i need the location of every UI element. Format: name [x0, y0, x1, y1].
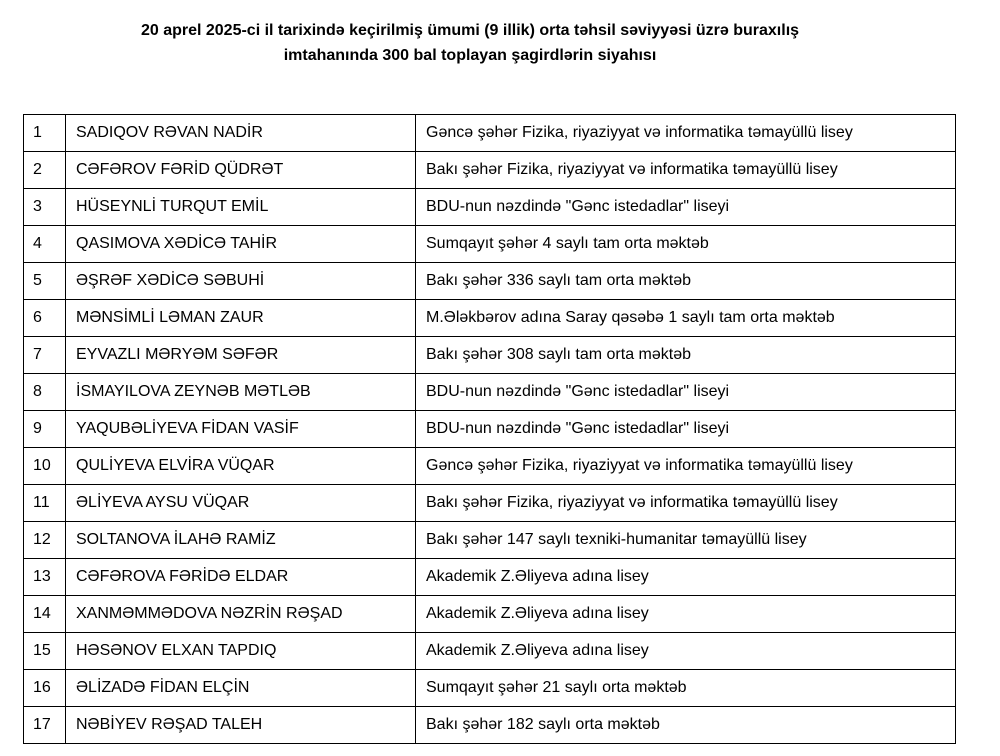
student-name-cell: ƏLİYEVA AYSU VÜQAR: [66, 485, 416, 522]
title-line-1: 20 aprel 2025-ci il tarixində keçirilmiş ümumi (9 illik) orta təhsil səviyyəsi üzrə buraxılış: [140, 22, 800, 39]
school-name-cell: Gəncə şəhər Fizika, riyaziyyat və informatika təmayüllü lisey: [416, 115, 956, 152]
school-name-cell: BDU-nun nəzdində "Gənc istedadlar" liseyi: [416, 189, 956, 226]
document-title: [0, 18, 940, 68]
student-name-cell: SADIQOV RƏVAN NADİR: [66, 115, 416, 152]
student-name-cell: YAQUBƏLİYEVA FİDAN VASİF: [66, 411, 416, 448]
results-table: [23, 114, 956, 744]
row-number-cell: 6: [24, 300, 66, 337]
school-name-cell: Akademik Z.Əliyeva adına lisey: [416, 633, 956, 670]
table-row: [24, 226, 956, 263]
table-row: [24, 633, 956, 670]
results-table-body: [24, 115, 956, 744]
row-number-cell: 9: [24, 411, 66, 448]
school-name-cell: BDU-nun nəzdində "Gənc istedadlar" liseyi: [416, 411, 956, 448]
row-number-cell: 12: [24, 522, 66, 559]
school-name-cell: Bakı şəhər 336 saylı tam orta məktəb: [416, 263, 956, 300]
student-name-cell: İSMAYILOVA ZEYNƏB MƏTLƏB: [66, 374, 416, 411]
school-name-cell: Gəncə şəhər Fizika, riyaziyyat və informatika təmayüllü lisey: [416, 448, 956, 485]
student-name-cell: CƏFƏROV FƏRİD QÜDRƏT: [66, 152, 416, 189]
student-name-cell: EYVAZLI MƏRYƏM SƏFƏR: [66, 337, 416, 374]
row-number-cell: 7: [24, 337, 66, 374]
school-name-cell: Sumqayıt şəhər 4 saylı tam orta məktəb: [416, 226, 956, 263]
school-name-cell: Bakı şəhər 147 saylı texniki-humanitar təmayüllü lisey: [416, 522, 956, 559]
table-row: [24, 670, 956, 707]
student-name-cell: MƏNSİMLİ LƏMAN ZAUR: [66, 300, 416, 337]
student-name-cell: ƏŞRƏF XƏDİCƏ SƏBUHİ: [66, 263, 416, 300]
school-name-cell: Bakı şəhər 182 saylı orta məktəb: [416, 707, 956, 744]
row-number-cell: 3: [24, 189, 66, 226]
table-row: [24, 707, 956, 744]
table-row: [24, 115, 956, 152]
table-row: [24, 152, 956, 189]
student-name-cell: HÜSEYNLİ TURQUT EMİL: [66, 189, 416, 226]
title-line-2: imtahanında 300 bal toplayan şagirdlərin siyahısı: [283, 47, 657, 64]
table-row: [24, 485, 956, 522]
table-row: [24, 522, 956, 559]
school-name-cell: Akademik Z.Əliyeva adına lisey: [416, 559, 956, 596]
row-number-cell: 4: [24, 226, 66, 263]
student-name-cell: HƏSƏNOV ELXAN TAPDIQ: [66, 633, 416, 670]
row-number-cell: 16: [24, 670, 66, 707]
table-row: [24, 411, 956, 448]
row-number-cell: 2: [24, 152, 66, 189]
table-row: [24, 189, 956, 226]
row-number-cell: 1: [24, 115, 66, 152]
row-number-cell: 8: [24, 374, 66, 411]
school-name-cell: Bakı şəhər Fizika, riyaziyyat və informatika təmayüllü lisey: [416, 152, 956, 189]
table-row: [24, 448, 956, 485]
table-row: [24, 374, 956, 411]
student-name-cell: NƏBİYEV RƏŞAD TALEH: [66, 707, 416, 744]
school-name-cell: Sumqayıt şəhər 21 saylı orta məktəb: [416, 670, 956, 707]
row-number-cell: 17: [24, 707, 66, 744]
school-name-cell: BDU-nun nəzdində "Gənc istedadlar" liseyi: [416, 374, 956, 411]
table-row: [24, 300, 956, 337]
row-number-cell: 13: [24, 559, 66, 596]
student-name-cell: QASIMOVA XƏDİCƏ TAHİR: [66, 226, 416, 263]
school-name-cell: M.Ələkbərov adına Saray qəsəbə 1 saylı tam orta məktəb: [416, 300, 956, 337]
table-row: [24, 263, 956, 300]
row-number-cell: 15: [24, 633, 66, 670]
student-name-cell: ƏLİZADƏ FİDAN ELÇİN: [66, 670, 416, 707]
row-number-cell: 10: [24, 448, 66, 485]
row-number-cell: 11: [24, 485, 66, 522]
student-name-cell: SOLTANOVA İLAHƏ RAMİZ: [66, 522, 416, 559]
row-number-cell: 14: [24, 596, 66, 633]
student-name-cell: QULİYEVA ELVİRA VÜQAR: [66, 448, 416, 485]
school-name-cell: Bakı şəhər 308 saylı tam orta məktəb: [416, 337, 956, 374]
table-row: [24, 559, 956, 596]
row-number-cell: 5: [24, 263, 66, 300]
student-name-cell: XANMƏMMƏDOVA NƏZRİN RƏŞAD: [66, 596, 416, 633]
table-row: [24, 337, 956, 374]
student-name-cell: CƏFƏROVA FƏRİDƏ ELDAR: [66, 559, 416, 596]
school-name-cell: Akademik Z.Əliyeva adına lisey: [416, 596, 956, 633]
table-row: [24, 596, 956, 633]
school-name-cell: Bakı şəhər Fizika, riyaziyyat və informatika təmayüllü lisey: [416, 485, 956, 522]
